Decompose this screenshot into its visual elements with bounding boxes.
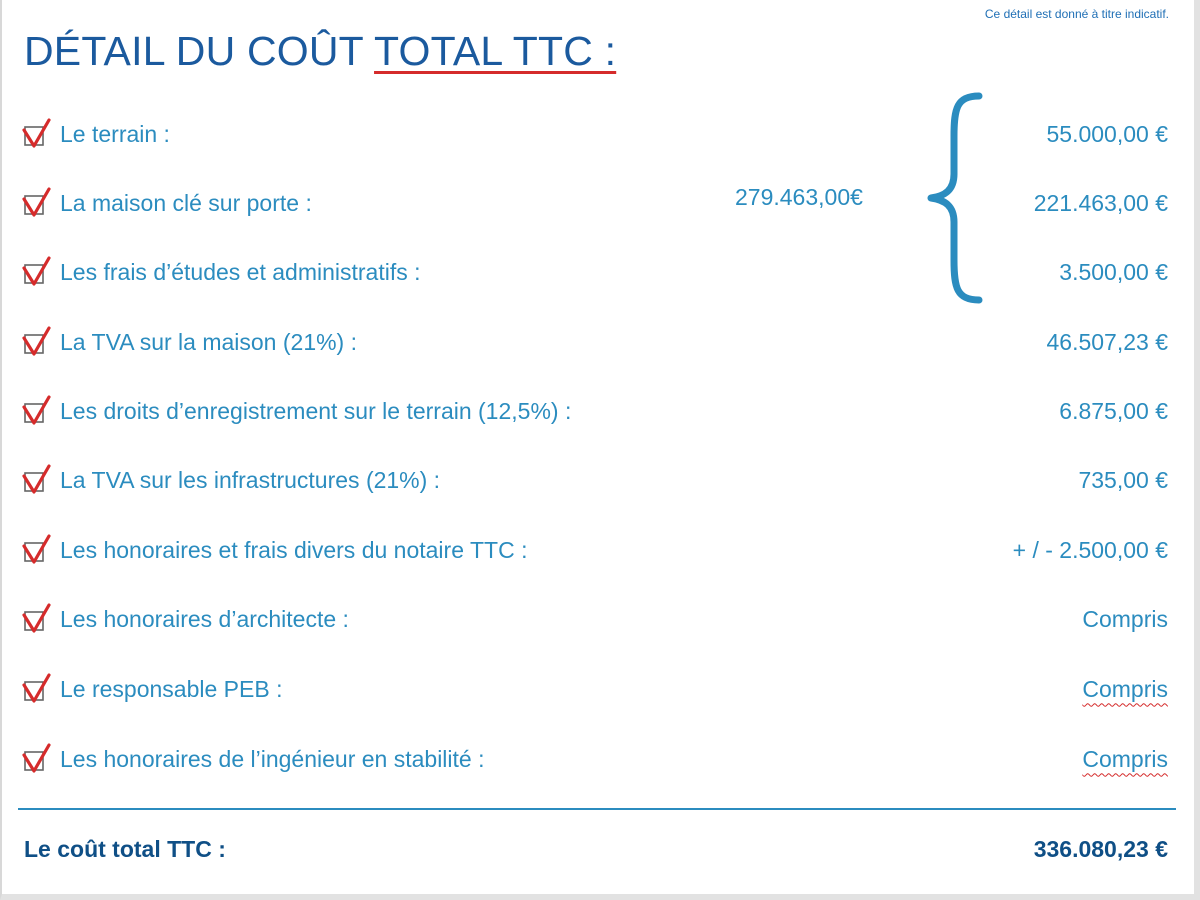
checkbox-tick-icon <box>22 464 52 496</box>
cost-label: Le terrain : <box>60 120 170 147</box>
total-label: Le coût total TTC : <box>24 836 226 862</box>
cost-row-ingenieur <box>22 739 1168 779</box>
checkbox-tick-icon <box>22 395 52 427</box>
subtotal-value: 279.463,00€ <box>735 184 863 210</box>
cost-label: Le responsable PEB : <box>60 675 283 702</box>
cost-row-tva-maison <box>22 322 1168 362</box>
title-underlined: TOTAL TTC : <box>374 28 617 74</box>
checkbox-tick-icon <box>22 673 52 705</box>
checkbox-tick-icon <box>22 187 52 219</box>
cost-label: La TVA sur les infrastructures (21%) : <box>60 466 441 493</box>
cost-row-peb <box>22 669 1168 709</box>
cost-label: Les honoraires d’architecte : <box>60 605 349 632</box>
cost-value: 46.507,23 € <box>1046 328 1168 355</box>
cost-value: 221.463,00 € <box>1033 189 1168 216</box>
checkbox-tick-icon <box>22 118 52 150</box>
cost-row-maison <box>22 183 1168 223</box>
cost-row-notaire <box>22 530 1168 570</box>
cost-value: Compris <box>1082 605 1168 632</box>
checkbox-tick-icon <box>22 326 52 358</box>
cost-value: Compris <box>1082 745 1168 772</box>
cost-label: Les frais d’études et administratifs : <box>60 258 421 285</box>
cost-label: Les honoraires de l’ingénieur en stabilité : <box>60 745 485 772</box>
checkbox-tick-icon <box>22 256 52 288</box>
curly-brace-icon <box>927 92 987 304</box>
cost-value: Compris <box>1082 675 1168 702</box>
cost-value: 55.000,00 € <box>1046 120 1168 147</box>
total-divider <box>18 808 1176 810</box>
cost-row-tva-infrastructures <box>22 460 1168 500</box>
cost-value: 6.875,00 € <box>1059 397 1168 424</box>
cost-label: Les droits d’enregistrement sur le terrain (12,5%) : <box>60 397 572 424</box>
cost-row-droits-enregistrement <box>22 391 1168 431</box>
page-title <box>24 28 616 75</box>
cost-label: La maison clé sur porte : <box>60 189 312 216</box>
cost-label: La TVA sur la maison (21%) : <box>60 328 358 355</box>
disclaimer-note: Ce détail est donné à titre indicatif. <box>984 7 1169 21</box>
cost-row-architecte <box>22 599 1168 639</box>
checkbox-tick-icon <box>22 743 52 775</box>
cost-value: + / - 2.500,00 € <box>1012 536 1168 563</box>
cost-value: 735,00 € <box>1078 466 1168 493</box>
title-prefix: DÉTAIL DU COÛT <box>24 28 375 74</box>
checkbox-tick-icon <box>22 534 52 566</box>
total-value: 336.080,23 € <box>1033 836 1168 862</box>
cost-row-terrain <box>22 114 1168 154</box>
checkbox-tick-icon <box>22 603 52 635</box>
cost-value: 3.500,00 € <box>1059 258 1168 285</box>
cost-row-frais-etudes <box>22 252 1168 292</box>
cost-label: Les honoraires et frais divers du notaire TTC : <box>60 536 528 563</box>
